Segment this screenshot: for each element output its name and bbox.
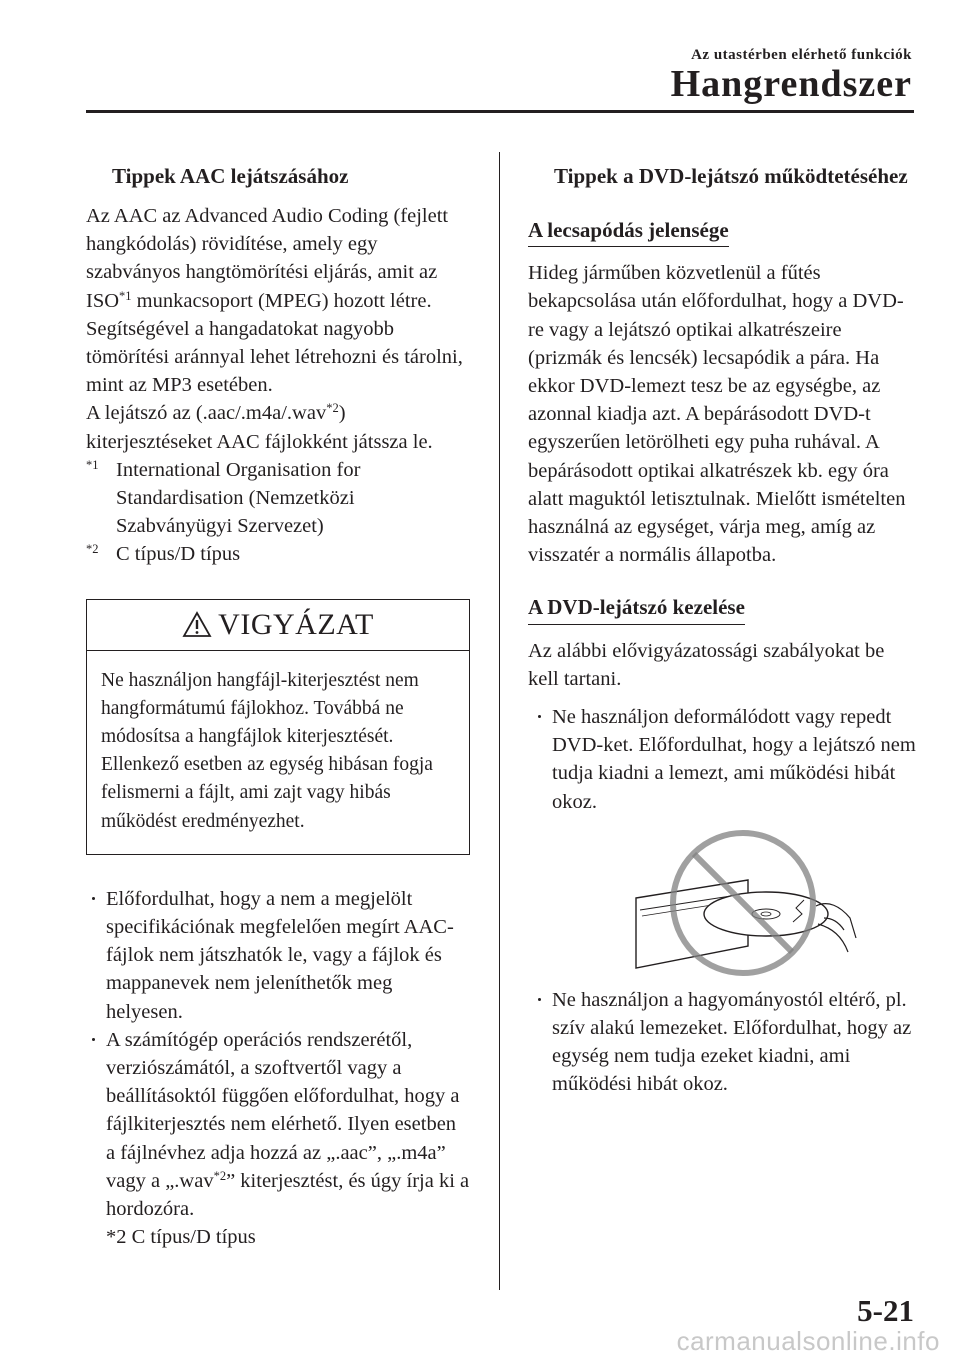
dvd-handling-subheading: A DVD-lejátszó kezelése xyxy=(528,593,745,624)
bullet-dot xyxy=(86,1026,106,1252)
column-divider xyxy=(499,152,500,1290)
dvd-tips-heading: Tippek a DVD-lejátszó működtetéséhez xyxy=(554,164,908,188)
aac-tips-heading: Tippek AAC lejátszásához xyxy=(112,164,349,188)
warning-triangle-icon xyxy=(182,611,212,638)
precautions-paragraph: Az alábbi elővigyázatossági szabályokat be kell tartani. xyxy=(528,639,885,690)
list-item: Ne használjon deformálódott vagy repedt DVD-ket. Előfordulhat, hogy a lejátszó nem tudja kiadni a lemezt, ami működési hibát okoz. xyxy=(532,703,916,816)
left-column xyxy=(86,150,470,1252)
no-damaged-disc-illustration xyxy=(628,828,858,978)
header-rule xyxy=(86,110,914,113)
list-item: Előfordulhat, hogy a nem a megjelölt specifikációnak megfelelően megírt AAC-fájlok nem játszhatók le, vagy a fájlok és mappanevek nem jeleníthetők meg helyesen. xyxy=(86,885,470,1026)
aac-intro-paragraph: Az AAC az Advanced Audio Coding (fejlett hangkódolás) rövidítése, amely egy szabványos hangtömörítési eljárás, amit az ISO$^{*1}$ munkacsoport (MPEG) hozott létre. Segítségével a hangadatokat nagyobb tömörítési aránnyal lehet létrehozni és tárolni, mint az MP3 esetében. xyxy=(86,205,463,397)
condensation-paragraph: Hideg járműben közvetlenül a fűtés bekapcsolása után előfordulhat, hogy a DVD-re vagy a lejátszó optikai alkatrészeire (prizmák és lencsék) lecsapódik a pára. Ha ekkor DVD-lemezt tesz be az egységbe, az azonnal kiadja azt. A bepárásodott DVD-t egyszerűen letörölheti egy puha ruhával. A bepárásodott optikai alkatrészek kb. egy óra alatt maguktól letisztulnak. Mielőtt ismételten használná az egységet, várja meg, amíg az visszatér a normális állapotba. xyxy=(528,262,906,567)
caution-title: VIGYÁZAT xyxy=(218,607,374,641)
caution-header xyxy=(87,600,469,651)
footnote-mark: *1 xyxy=(86,457,99,472)
aac-extensions-paragraph: A lejátszó az (.aac/.m4a/.wav$^{*2}$) kiterjesztéseket AAC fájlokként játssza le. xyxy=(86,401,433,453)
aac-bullet-list xyxy=(86,885,470,1252)
bullet-dot xyxy=(532,703,552,816)
condensation-subheading: A lecsapódás jelensége xyxy=(528,216,729,247)
page-number: 5-21 xyxy=(857,1293,914,1328)
right-column xyxy=(528,150,916,1099)
bullet-dot xyxy=(86,885,106,1026)
caution-text: Ne használjon hangfájl-kiterjesztést nem hangformátumú fájlokhoz. Továbbá ne módosítsa a hangfájlok kiterjesztését. Ellenkező esetben az egység hibásan fogja felismerni a fájlt, ami zajt vagy hibás működést eredményezhet. xyxy=(101,669,433,832)
section-header: Az utastérben elérhető funkciók xyxy=(691,47,912,63)
list-item: Ne használjon a hagyományostól eltérő, pl. szív alakú lemezeket. Előfordulhat, hogy az egység nem tudja ezeket kiadni, ami működési hibát okoz. xyxy=(532,986,916,1099)
bullet-dot xyxy=(532,986,552,1099)
footnote-mark: *2 xyxy=(86,542,99,557)
caution-box xyxy=(86,599,470,855)
watermark: carmanualsonline.info xyxy=(676,1326,940,1356)
footnote-2: $^{*2}$ C típus/D típus xyxy=(86,540,470,568)
bullet-note: *2 C típus/D típus xyxy=(106,1226,256,1249)
footnote-1: $^{*1}$ International Organisation for Standardisation (Nemzetközi Szabványügyi Szervezet) xyxy=(86,456,470,541)
chapter-title: Hangrendszer xyxy=(670,63,912,105)
list-item: A számítógép operációs rendszerétől, verziószámától, a szoftvertől vagy a beállításoktól függően előfordulhat, hogy a fájlkiterjesztés nem elérhető. Ilyen esetben a fájlnévhez adja hozzá az „.aac”, „.m4a” vagy a „.wav$^{*2}$” kiterjesztést, és úgy írja ki a hordozóra. *2 C típus/D típus xyxy=(86,1026,470,1252)
